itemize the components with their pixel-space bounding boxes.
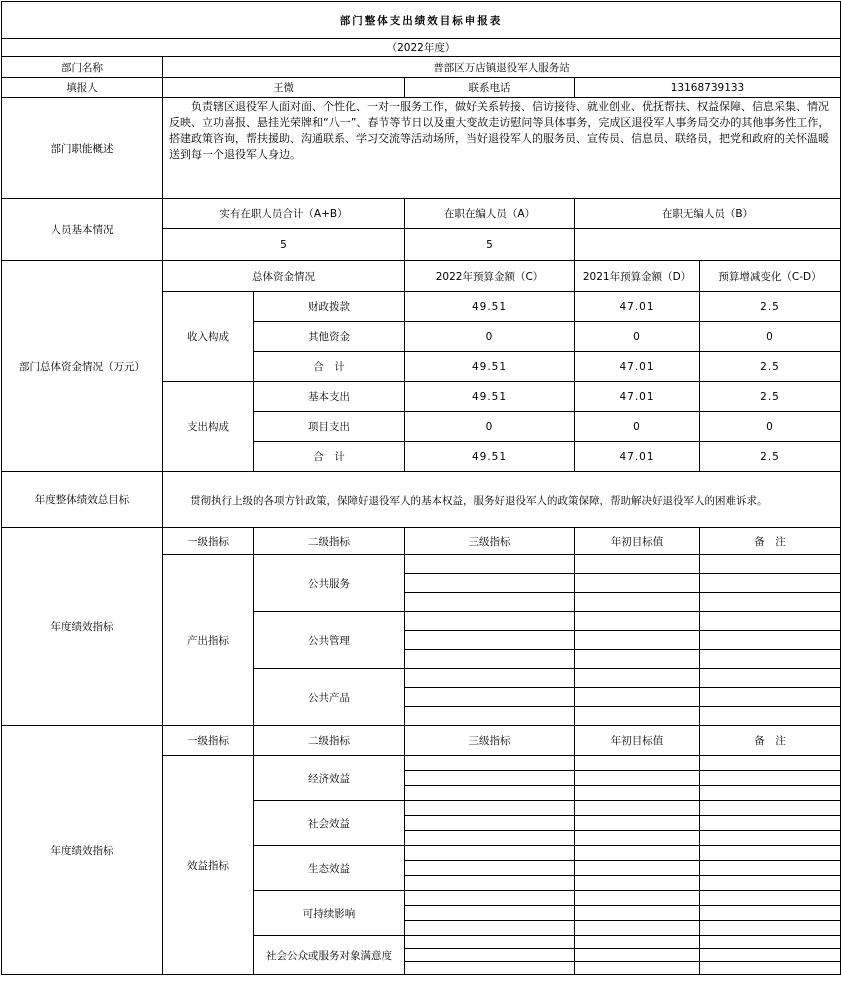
output-cell (405, 631, 575, 650)
expense-row-name: 合 计 (254, 442, 405, 472)
income-label: 收入构成 (163, 292, 254, 382)
income-row-name: 财政拨款 (254, 292, 405, 322)
expense-row-name: 基本支出 (254, 382, 405, 412)
reporter-value: 王微 (163, 78, 405, 98)
income-row-d: 47.01 (575, 292, 700, 322)
output-cell (575, 593, 700, 612)
output-cell (405, 555, 575, 574)
reporter-label: 填报人 (2, 78, 163, 98)
output-group: 公共产品 (254, 669, 405, 726)
effect-cell (405, 891, 575, 906)
effect-cell (575, 786, 700, 801)
phone-label: 联系电话 (405, 78, 575, 98)
output-cell (405, 688, 575, 707)
staff-total-value: 5 (163, 229, 405, 261)
income-row-cd: 2.5 (700, 292, 841, 322)
effect-h3: 三级指标 (405, 726, 575, 756)
funds-col-cd-header: 预算增减变化（C-D） (700, 261, 841, 292)
effect-cell (405, 936, 575, 949)
effect-cell (700, 786, 841, 801)
output-h4: 年初目标值 (575, 528, 700, 555)
output-cell (405, 574, 575, 593)
output-cell (405, 650, 575, 669)
output-indicators-label: 年度绩效指标 (2, 528, 163, 726)
expense-row-d: 47.01 (575, 382, 700, 412)
dept-name-label: 部门名称 (2, 57, 163, 78)
output-cell (575, 650, 700, 669)
effect-cell (575, 949, 700, 962)
funds-col-c-header: 2022年预算金额（C） (405, 261, 575, 292)
staff-label: 人员基本情况 (2, 199, 163, 261)
effect-cell (405, 771, 575, 786)
output-cell (575, 688, 700, 707)
output-cell (700, 669, 841, 688)
output-cell (575, 707, 700, 726)
effect-cell (700, 771, 841, 786)
effect-cell (405, 906, 575, 921)
effect-cell (575, 831, 700, 846)
dept-name-value: 普部区万店镇退役军人服务站 (163, 57, 841, 78)
output-cell (575, 631, 700, 650)
effect-cell (700, 801, 841, 816)
effect-cell (575, 861, 700, 876)
goal-cell (163, 472, 841, 528)
staff-b-header: 在职无编人员（B） (575, 199, 841, 229)
output-cell (575, 555, 700, 574)
output-cell (700, 650, 841, 669)
output-cell (700, 593, 841, 612)
income-row-d: 0 (575, 322, 700, 352)
output-cell (700, 688, 841, 707)
effect-cell (405, 921, 575, 936)
expense-row-cd: 2.5 (700, 442, 841, 472)
performance-goal-form (1, 1, 841, 975)
effect-cell (405, 846, 575, 861)
effect-cell (405, 786, 575, 801)
form-year: （2022年度） (2, 39, 841, 57)
expense-row-cd: 2.5 (700, 382, 841, 412)
effect-cell (575, 876, 700, 891)
funds-overall-header: 总体资金情况 (163, 261, 405, 292)
output-group: 公共服务 (254, 555, 405, 612)
effect-cell (405, 801, 575, 816)
staff-a-header: 在职在编人员（A） (405, 199, 575, 229)
funds-label: 部门总体资金情况（万元） (2, 261, 163, 472)
staff-total-header: 实有在职人员合计（A+B） (163, 199, 405, 229)
phone-value: 13168739133 (575, 78, 841, 98)
output-h3: 三级指标 (405, 528, 575, 555)
effect-cell (700, 891, 841, 906)
effect-cell (700, 846, 841, 861)
duties-label: 部门职能概述 (2, 98, 163, 199)
effect-cell (700, 831, 841, 846)
effect-cell (700, 921, 841, 936)
effect-cell (575, 771, 700, 786)
staff-b-value (575, 229, 841, 261)
effect-cell (575, 846, 700, 861)
effect-h2: 二级指标 (254, 726, 405, 756)
effect-cell (405, 949, 575, 962)
output-cell (575, 612, 700, 631)
expense-row-c: 49.51 (405, 442, 575, 472)
duties-text: 负责辖区退役军人面对面、个性化、一对一服务工作，做好关系转接、信访接待、就业创业、优抚帮扶、权益保障、信息采集、情况反映、立功喜报、悬挂光荣牌和“八一”、春节等节日以及重大变故走访慰问等具体事务，完成区退役军人事务局交办的其他事务性工作，搭建政策咨询，帮扶援助、沟通联系、学习交流等活动场所，当好退役军人的服务员、宣传员、信息员、联络员，把党和政府的关怀温暖送到每一个退役军人身边。 (169, 100, 830, 161)
effect-cell (700, 949, 841, 962)
effect-cell (575, 756, 700, 771)
effect-cell (700, 876, 841, 891)
effect-cell (700, 962, 841, 975)
effect-cell (575, 816, 700, 831)
output-cell (700, 555, 841, 574)
form-title: 部门整体支出绩效目标申报表 (2, 2, 841, 39)
effect-cell (405, 876, 575, 891)
effect-cell (575, 801, 700, 816)
expense-row-name: 项目支出 (254, 412, 405, 442)
expense-row-d: 47.01 (575, 442, 700, 472)
expense-row-cd: 0 (700, 412, 841, 442)
effect-cell (405, 756, 575, 771)
output-cell (700, 574, 841, 593)
funds-col-d-header: 2021年预算金额（D） (575, 261, 700, 292)
expense-row-c: 0 (405, 412, 575, 442)
staff-a-value: 5 (405, 229, 575, 261)
duties-cell (163, 98, 841, 199)
effect-level1: 效益指标 (163, 756, 254, 975)
effect-cell (700, 906, 841, 921)
income-row-d: 47.01 (575, 352, 700, 382)
output-cell (405, 669, 575, 688)
goal-text: 贯彻执行上级的各项方针政策，保障好退役军人的基本权益，服务好退役军人的政策保障，帮助解决好退役军人的困难诉求。 (190, 494, 768, 507)
effect-cell (575, 921, 700, 936)
effect-cell (575, 962, 700, 975)
income-row-cd: 0 (700, 322, 841, 352)
income-row-name: 其他资金 (254, 322, 405, 352)
effect-cell (575, 906, 700, 921)
income-row-c: 49.51 (405, 352, 575, 382)
output-h1: 一级指标 (163, 528, 254, 555)
effect-cell (700, 861, 841, 876)
effect-cell (700, 816, 841, 831)
income-row-name: 合 计 (254, 352, 405, 382)
income-row-c: 0 (405, 322, 575, 352)
effect-cell (575, 891, 700, 906)
effect-cell (405, 861, 575, 876)
effect-indicators-label: 年度绩效指标 (2, 726, 163, 975)
effect-cell (700, 936, 841, 949)
effect-cell (405, 962, 575, 975)
goal-label: 年度整体绩效总目标 (2, 472, 163, 528)
effect-cell (575, 936, 700, 949)
effect-group: 生态效益 (254, 846, 405, 891)
effect-group: 社会公众或服务对象满意度 (254, 936, 405, 975)
effect-h5: 备 注 (700, 726, 841, 756)
output-cell (575, 574, 700, 593)
effect-group: 经济效益 (254, 756, 405, 801)
output-level1: 产出指标 (163, 555, 254, 726)
output-cell (700, 707, 841, 726)
output-cell (405, 593, 575, 612)
effect-h4: 年初目标值 (575, 726, 700, 756)
expense-row-c: 49.51 (405, 382, 575, 412)
effect-cell (405, 831, 575, 846)
expense-label: 支出构成 (163, 382, 254, 472)
effect-cell (405, 816, 575, 831)
expense-row-d: 0 (575, 412, 700, 442)
output-group: 公共管理 (254, 612, 405, 669)
output-cell (575, 669, 700, 688)
output-h2: 二级指标 (254, 528, 405, 555)
output-cell (405, 707, 575, 726)
effect-h1: 一级指标 (163, 726, 254, 756)
effect-group: 社会效益 (254, 801, 405, 846)
output-cell (405, 612, 575, 631)
effect-cell (700, 756, 841, 771)
income-row-cd: 2.5 (700, 352, 841, 382)
output-h5: 备 注 (700, 528, 841, 555)
output-cell (700, 631, 841, 650)
income-row-c: 49.51 (405, 292, 575, 322)
output-cell (700, 612, 841, 631)
effect-group: 可持续影响 (254, 891, 405, 936)
